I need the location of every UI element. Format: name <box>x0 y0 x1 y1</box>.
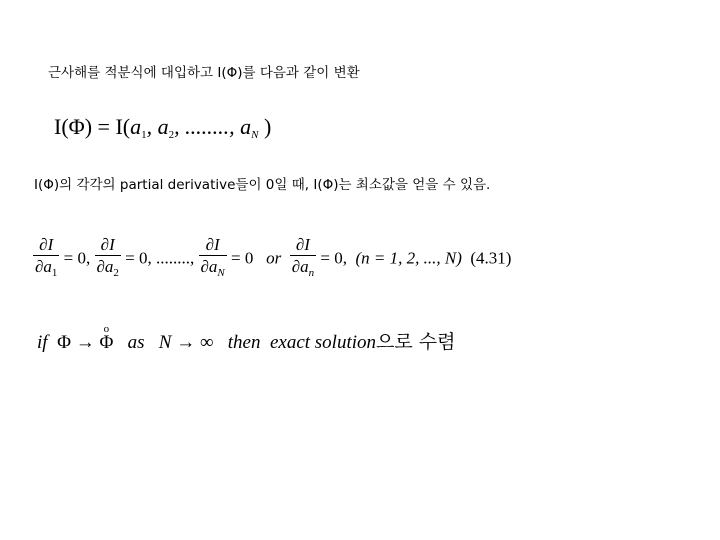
eq2-range: (n = 1, 2, ..., N) <box>355 248 462 268</box>
fraction-2 <box>95 235 121 284</box>
fraction-2-den: $\partial a_2$ <box>96 257 119 279</box>
eq3-arrow2: → <box>176 332 196 353</box>
eq1-a2: , a <box>146 114 169 139</box>
eq2-term3: = 0 <box>226 248 258 268</box>
eq1-a1: a <box>130 114 142 139</box>
fraction-4-den: $\partial a_n$ <box>291 257 315 279</box>
equation-functional <box>54 114 271 141</box>
eq1-subN: N <box>251 129 259 141</box>
eq1-close: ) <box>258 114 272 139</box>
condition-text: I(Φ)의 각각의 partial derivative들이 0일 때, I(Φ)는 최소값을 얻을 수 있음. <box>34 177 491 193</box>
eq2-term2: = 0, ........, <box>120 248 199 268</box>
equation-convergence <box>37 323 456 354</box>
fraction-1-num: ∂I <box>33 235 59 256</box>
intro-text: 근사해를 적분식에 대입하고 I(Φ)를 다음과 같이 변환 <box>48 65 360 81</box>
eq2-or: or <box>266 248 282 268</box>
eq3-if: if <box>37 332 48 353</box>
fraction-3 <box>199 235 227 284</box>
equation-partial-derivatives <box>33 235 511 284</box>
eq3-phi-exact: o Φ <box>99 323 114 353</box>
eq3-exact-solution: exact solution <box>269 332 377 353</box>
eq1-aN: , ........, a <box>174 114 252 139</box>
eq3-korean: 으로 수렴 <box>376 331 456 353</box>
eq1-lhs: I(Φ) = I( <box>54 114 131 139</box>
fraction-2-num: ∂I <box>95 235 121 256</box>
fraction-1 <box>33 235 59 284</box>
fraction-3-den: $\partial a_N$ <box>200 257 225 279</box>
fraction-3-num: ∂I <box>199 235 227 256</box>
eq2-term4: = 0, <box>316 248 352 268</box>
eq3-phi: Φ <box>57 332 71 353</box>
eq2-term1: = 0, <box>59 248 95 268</box>
fraction-4-num: ∂I <box>290 235 316 256</box>
eq1-sub1: 1 <box>141 129 147 141</box>
eq3-then: then <box>227 332 261 353</box>
fraction-4 <box>290 235 316 284</box>
eq1-sub2: 2 <box>168 129 175 141</box>
eq3-arrow: → <box>75 332 95 353</box>
eq3-N: N <box>158 332 172 353</box>
eq3-infinity: ∞ <box>199 332 214 353</box>
eq3-as: as <box>127 332 145 353</box>
equation-number: (4.31) <box>470 248 512 268</box>
eq3-ring-mark: o <box>103 323 110 335</box>
fraction-1-den: $\partial a_1$ <box>35 257 58 279</box>
